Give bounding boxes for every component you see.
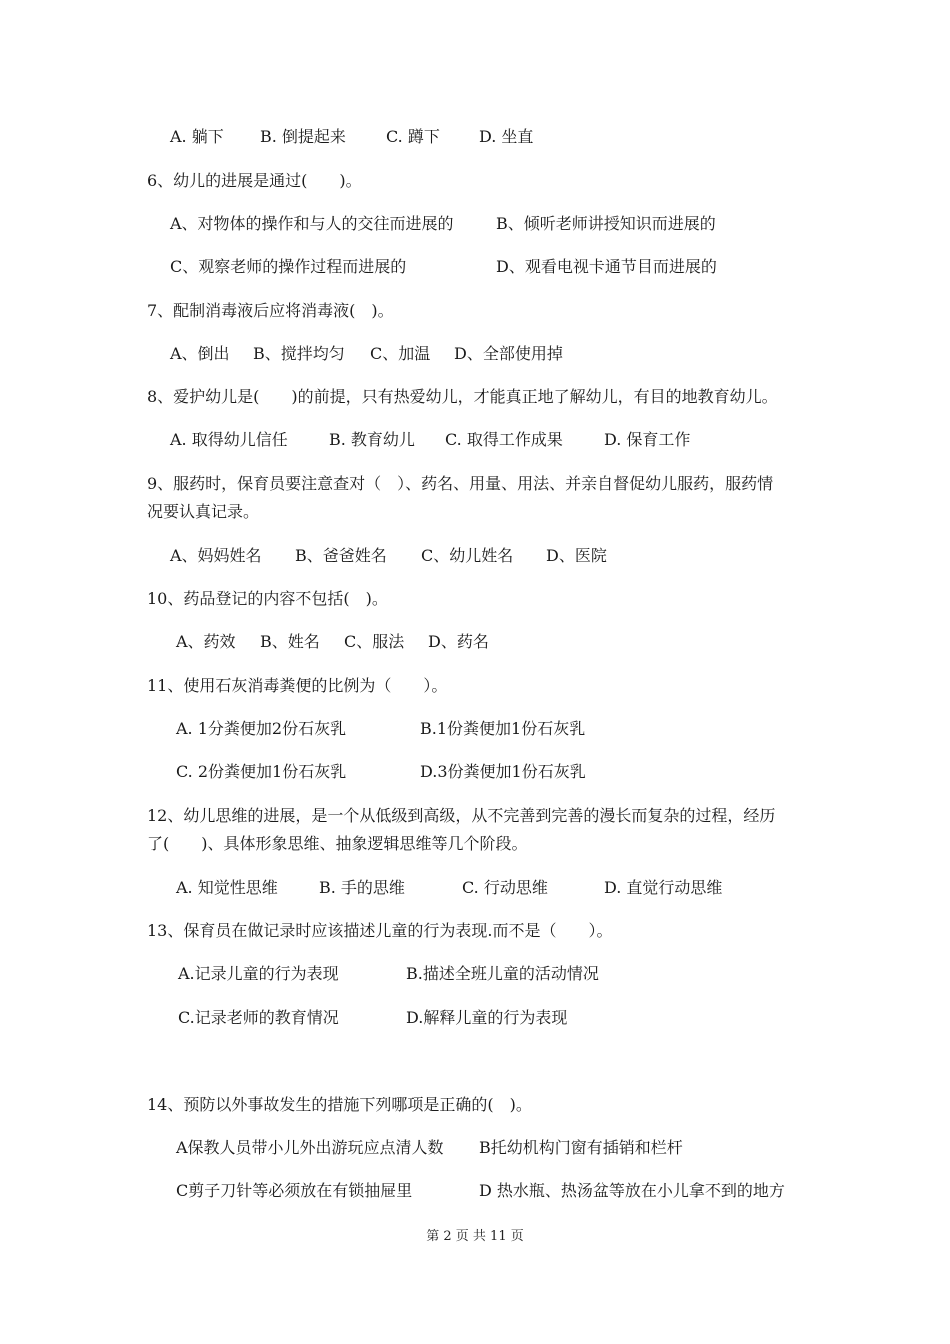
q12-option-d: D. 直觉行动思维 — [604, 878, 723, 897]
q7-option-a: A、倒出 — [170, 344, 230, 363]
q9-option-d: D、医院 — [546, 546, 607, 565]
q12-stem-line1: 12、幼儿思维的进展，是一个从低级到高级，从不完善到完善的漫长而复杂的过程，经历 — [147, 806, 776, 825]
q5-option-b: B. 倒提起来 — [260, 127, 346, 146]
q11-option-a: A. 1分粪便加2份石灰乳 — [176, 719, 347, 738]
q7-option-b: B、搅拌均匀 — [253, 344, 345, 363]
q8-option-a: A. 取得幼儿信任 — [170, 430, 288, 449]
q12-option-a: A. 知觉性思维 — [176, 878, 278, 897]
q5-option-d: D. 坐直 — [479, 127, 534, 146]
q12-stem-line2: 了( )、具体形象思维、抽象逻辑思维等几个阶段。 — [147, 834, 528, 853]
q6-option-d: D、观看电视卡通节目而进展的 — [496, 257, 717, 276]
q5-option-a: A. 躺下 — [170, 127, 224, 146]
q8-option-d: D. 保育工作 — [604, 430, 691, 449]
q13-option-d: D.解释儿童的行为表现 — [406, 1008, 568, 1027]
q13-option-c: C.记录老师的教育情况 — [178, 1008, 339, 1027]
q9-option-c: C、幼儿姓名 — [421, 546, 514, 565]
q14-option-d: D 热水瓶、热汤盆等放在小儿拿不到的地方 — [479, 1181, 785, 1200]
q6-option-b: B、倾听老师讲授知识而进展的 — [496, 214, 716, 233]
q11-option-b: B.1份粪便加1份石灰乳 — [420, 719, 586, 738]
q9-option-a: A、妈妈姓名 — [170, 546, 262, 565]
q12-option-c: C. 行动思维 — [462, 878, 548, 897]
q9-stem-line1: 9、服药时，保育员要注意查对（ ）、药名、用量、用法、并亲自督促幼儿服药，服药情 — [147, 474, 774, 493]
q14-stem: 14、预防以外事故发生的措施下列哪项是正确的( )。 — [147, 1095, 532, 1114]
q10-stem: 10、药品登记的内容不包括( )。 — [147, 589, 388, 608]
q13-option-a: A.记录儿童的行为表现 — [178, 964, 339, 983]
page-footer: 第 2 页 共 11 页 — [426, 1229, 524, 1244]
q7-option-c: C、加温 — [370, 344, 431, 363]
q10-option-a: A、药效 — [176, 632, 236, 651]
q10-option-c: C、服法 — [344, 632, 405, 651]
q11-stem: 11、使用石灰消毒粪便的比例为（ ）。 — [147, 676, 448, 695]
q12-option-b: B. 手的思维 — [319, 878, 405, 897]
q13-stem: 13、保育员在做记录时应该描述儿童的行为表现.而不是（ ）。 — [147, 921, 613, 940]
q9-option-b: B、爸爸姓名 — [295, 546, 387, 565]
q14-option-a: A保教人员带小儿外出游玩应点清人数 — [176, 1138, 444, 1157]
q10-option-b: B、姓名 — [260, 632, 320, 651]
q8-option-c: C. 取得工作成果 — [445, 430, 563, 449]
q11-option-c: C. 2份粪便加1份石灰乳 — [176, 762, 347, 781]
q11-option-d: D.3份粪便加1份石灰乳 — [420, 762, 586, 781]
q14-option-c: C剪子刀针等必须放在有锁抽屉里 — [176, 1181, 413, 1200]
q10-option-d: D、药名 — [428, 632, 489, 651]
q8-stem: 8、爱护幼儿是( )的前提，只有热爱幼儿，才能真正地了解幼儿，有目的地教育幼儿。 — [147, 387, 778, 406]
q13-option-b: B.描述全班儿童的活动情况 — [406, 964, 599, 983]
q7-option-d: D、全部使用掉 — [454, 344, 563, 363]
q5-option-c: C. 蹲下 — [386, 127, 440, 146]
q6-option-a: A、对物体的操作和与人的交往而进展的 — [170, 214, 454, 233]
q6-stem: 6、幼儿的进展是通过( )。 — [147, 171, 362, 190]
q7-stem: 7、配制消毒液后应将消毒液( )。 — [147, 301, 394, 320]
q9-stem-line2: 况要认真记录。 — [147, 502, 260, 521]
q14-option-b: B托幼机构门窗有插销和栏杆 — [479, 1138, 683, 1157]
q8-option-b: B. 教育幼儿 — [329, 430, 415, 449]
q6-option-c: C、观察老师的操作过程而进展的 — [170, 257, 407, 276]
